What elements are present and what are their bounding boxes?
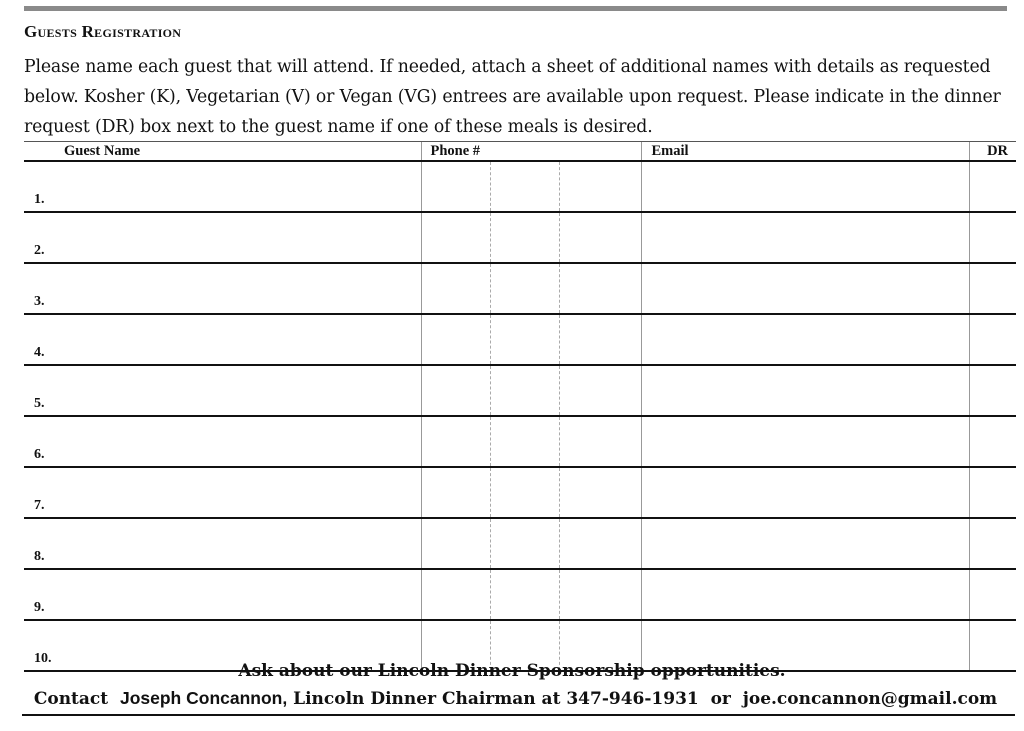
- guest-name-field[interactable]: [24, 161, 421, 212]
- table-row: [24, 365, 1016, 416]
- guest-name-field[interactable]: [24, 569, 421, 620]
- phone-field-part3[interactable]: [559, 212, 641, 263]
- header-guest-name: Guest Name: [24, 142, 421, 162]
- row-number: 2.: [34, 243, 45, 258]
- guest-name-field[interactable]: [24, 416, 421, 467]
- row-number: 8.: [34, 549, 45, 564]
- section-title: Guests Registration: [24, 22, 182, 41]
- table-row: [24, 569, 1016, 620]
- phone-field-part2[interactable]: [490, 161, 559, 212]
- row-number: 3.: [34, 294, 45, 309]
- row-number: 6.: [34, 447, 45, 462]
- table-row: [24, 467, 1016, 518]
- dinner-request-field[interactable]: [969, 569, 1016, 620]
- email-field[interactable]: [641, 467, 969, 518]
- table-header-row: [24, 142, 1016, 162]
- email-field[interactable]: [641, 365, 969, 416]
- row-number: 9.: [34, 600, 45, 615]
- dinner-request-field[interactable]: [969, 161, 1016, 212]
- phone-field-part1[interactable]: [421, 314, 490, 365]
- phone-field-part3[interactable]: [559, 467, 641, 518]
- table-row: [24, 161, 1016, 212]
- phone-field-part1[interactable]: [421, 569, 490, 620]
- dinner-request-field[interactable]: [969, 263, 1016, 314]
- dinner-request-field[interactable]: [969, 212, 1016, 263]
- top-divider: [24, 6, 1007, 11]
- contact-line: [0, 688, 1024, 709]
- guest-name-field[interactable]: [24, 212, 421, 263]
- header-email: Email: [641, 142, 969, 162]
- instructions-text: Please name each guest that will attend. If needed, attach a sheet of additional names with details as requested below. Kosher (K), Vegetarian (V) or Vegan (VG) entrees are available upon request. Please indicate in the dinner request (DR) box next to the guest name if one of these meals is desired.: [24, 57, 1001, 137]
- row-number: 4.: [34, 345, 45, 360]
- email-field[interactable]: [641, 314, 969, 365]
- phone-field-part2[interactable]: [490, 314, 559, 365]
- phone-field-part3[interactable]: [559, 314, 641, 365]
- phone-field-part3[interactable]: [559, 161, 641, 212]
- phone-field-part3[interactable]: [559, 569, 641, 620]
- phone-field-part2[interactable]: [490, 416, 559, 467]
- phone-field-part3[interactable]: [559, 365, 641, 416]
- table-row: [24, 518, 1016, 569]
- email-field[interactable]: [641, 212, 969, 263]
- dinner-request-field[interactable]: [969, 467, 1016, 518]
- header-phone: Phone #: [421, 142, 641, 162]
- table-row: [24, 314, 1016, 365]
- guest-name-field[interactable]: [24, 314, 421, 365]
- guest-name-field[interactable]: [24, 518, 421, 569]
- dinner-request-field[interactable]: [969, 518, 1016, 569]
- phone-field-part2[interactable]: [490, 467, 559, 518]
- contact-name: Joseph Concannon,: [119, 688, 288, 708]
- email-field[interactable]: [641, 263, 969, 314]
- dinner-request-field[interactable]: [969, 314, 1016, 365]
- dinner-request-field[interactable]: [969, 365, 1016, 416]
- phone-field-part1[interactable]: [421, 263, 490, 314]
- sponsorship-note: Ask about our Lincoln Dinner Sponsorship opportunities.: [238, 661, 786, 681]
- dinner-request-field[interactable]: [969, 416, 1016, 467]
- bottom-divider: [22, 714, 1015, 716]
- contact-details: Lincoln Dinner Chairman at 347-946-1931 or joe.concannon@gmail.com: [293, 689, 998, 709]
- table-row: [24, 212, 1016, 263]
- email-field[interactable]: [641, 416, 969, 467]
- phone-field-part1[interactable]: [421, 416, 490, 467]
- guest-registration-table: [24, 141, 1016, 672]
- phone-field-part1[interactable]: [421, 161, 490, 212]
- guest-name-field[interactable]: [24, 263, 421, 314]
- phone-field-part1[interactable]: [421, 212, 490, 263]
- row-number: 10.: [34, 651, 52, 666]
- phone-field-part1[interactable]: [421, 518, 490, 569]
- phone-field-part2[interactable]: [490, 212, 559, 263]
- row-number: 7.: [34, 498, 45, 513]
- phone-field-part2[interactable]: [490, 518, 559, 569]
- table-row: [24, 416, 1016, 467]
- phone-field-part2[interactable]: [490, 569, 559, 620]
- phone-field-part3[interactable]: [559, 518, 641, 569]
- phone-field-part2[interactable]: [490, 263, 559, 314]
- table-row: [24, 263, 1016, 314]
- header-dr: DR: [969, 142, 1016, 162]
- row-number: 1.: [34, 192, 45, 207]
- phone-field-part1[interactable]: [421, 365, 490, 416]
- row-number: 5.: [34, 396, 45, 411]
- email-field[interactable]: [641, 161, 969, 212]
- guest-name-field[interactable]: [24, 467, 421, 518]
- email-field[interactable]: [641, 518, 969, 569]
- guest-name-field[interactable]: [24, 365, 421, 416]
- email-field[interactable]: [641, 569, 969, 620]
- phone-field-part2[interactable]: [490, 365, 559, 416]
- phone-field-part3[interactable]: [559, 263, 641, 314]
- contact-prefix: Contact: [33, 689, 109, 709]
- phone-field-part1[interactable]: [421, 467, 490, 518]
- phone-field-part3[interactable]: [559, 416, 641, 467]
